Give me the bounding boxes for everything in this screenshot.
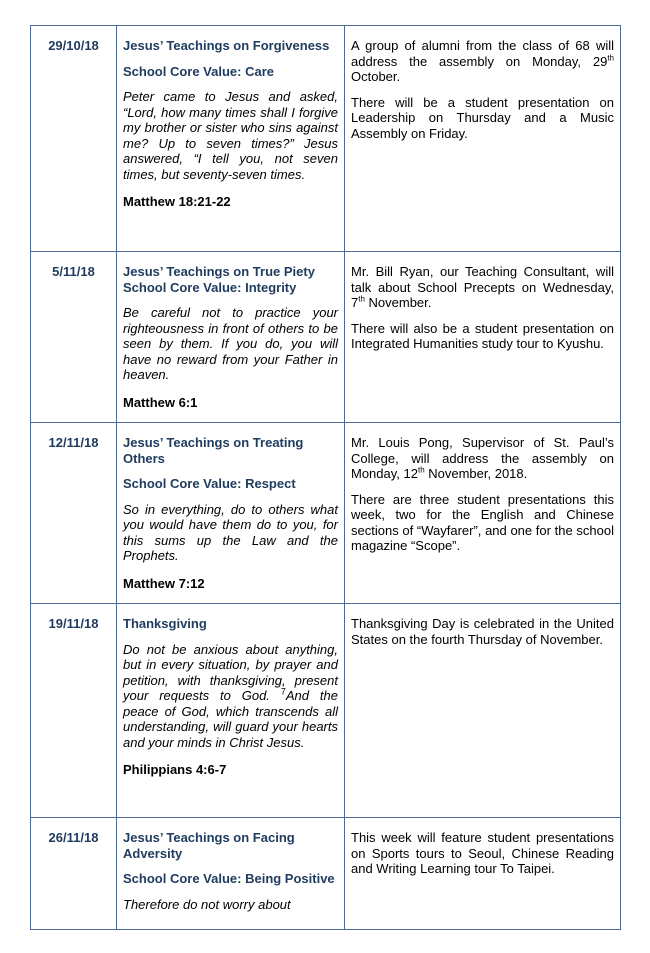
announcement: There are three student presentations this week, two for the English and Chinese sections of “Wayfarer”, and one for the school magazine “Scope”.	[351, 491, 614, 553]
table-row	[31, 423, 621, 604]
table-row	[31, 26, 621, 252]
devotion-cell	[117, 423, 345, 604]
announcement-cell	[345, 423, 621, 604]
bible-verse: Peter came to Jesus and asked, “Lord, how many times shall I forgive my brother or sister who sins against me? Up to seven times?” Jesus answered, “I tell you, not seven times, but seventy-seven times.	[123, 89, 338, 182]
devotion-cell	[117, 818, 345, 930]
devotion-cell	[117, 26, 345, 252]
announcement: Mr. Bill Ryan, our Teaching Consultant, will talk about School Precepts on Wednesday, 7th November.	[351, 264, 614, 310]
verse-reference: Matthew 7:12	[123, 575, 205, 591]
announcement: Thanksgiving Day is celebrated in the United States on the fourth Thursday of November.	[351, 616, 614, 647]
week-date: 19/11/18	[31, 604, 117, 818]
table-row	[31, 604, 621, 818]
announcement: A group of alumni from the class of 68 will address the assembly on Monday, 29th October.	[351, 38, 614, 84]
bible-verse: So in everything, do to others what you would have them do to you, for this sums up the Law and the Prophets.	[123, 501, 338, 563]
core-value: School Core Value: Respect	[123, 476, 296, 491]
core-value: School Core Value: Care	[123, 63, 274, 79]
devotion-cell	[117, 604, 345, 818]
bible-verse: Be careful not to practice your righteousness in front of others to be seen by them. If you do, you will have no reward from your Father in heaven.	[123, 305, 338, 382]
core-value: School Core Value: Being Positive	[123, 871, 335, 886]
bible-verse: Therefore do not worry about	[123, 896, 291, 912]
verse-reference: Matthew 6:1	[123, 394, 198, 410]
week-date: 29/10/18	[31, 26, 117, 252]
announcement-cell	[345, 604, 621, 818]
assembly-schedule-table	[30, 25, 621, 930]
announcement: There will also be a student presentation on Integrated Humanities study tour to Kyushu.	[351, 320, 614, 351]
announcement: Mr. Louis Pong, Supervisor of St. Paul’s College, will address the assembly on Monday, 12th November, 2018.	[351, 435, 614, 481]
devotion-cell	[117, 252, 345, 423]
week-date: 26/11/18	[31, 818, 117, 930]
week-date: 12/11/18	[31, 423, 117, 604]
theme-title: Jesus’ Teachings on Forgiveness	[123, 38, 330, 53]
verse-reference: Matthew 18:21-22	[123, 194, 231, 209]
verse-reference: Philippians 4:6-7	[123, 762, 227, 777]
theme-title: Jesus’ Teachings on Treating Others	[123, 435, 304, 466]
announcement-cell	[345, 26, 621, 252]
theme-title: Jesus’ Teachings on Facing Adversity	[123, 830, 295, 861]
theme-title: Thanksgiving	[123, 616, 207, 631]
core-value: School Core Value: Integrity	[123, 279, 297, 295]
announcement: This week will feature student presentations on Sports tours to Seoul, Chinese Reading and Writing Learning tour To Taipei.	[351, 830, 614, 876]
table-row	[31, 252, 621, 423]
announcement-cell	[345, 252, 621, 423]
announcement: There will be a student presentation on Leadership on Thursday and a Music Assembly on Friday.	[351, 94, 614, 141]
table-row	[31, 818, 621, 930]
announcement-cell	[345, 818, 621, 930]
theme-title: Jesus’ Teachings on True Piety	[123, 264, 315, 279]
week-date: 5/11/18	[31, 252, 117, 423]
bible-verse: Do not be anxious about anything, but in every situation, by prayer and petition, with thanksgiving, present your requests to God. $^7$And the peace of God, which transcends all understanding, will guard your hearts and your minds in Christ Jesus.	[123, 641, 338, 750]
